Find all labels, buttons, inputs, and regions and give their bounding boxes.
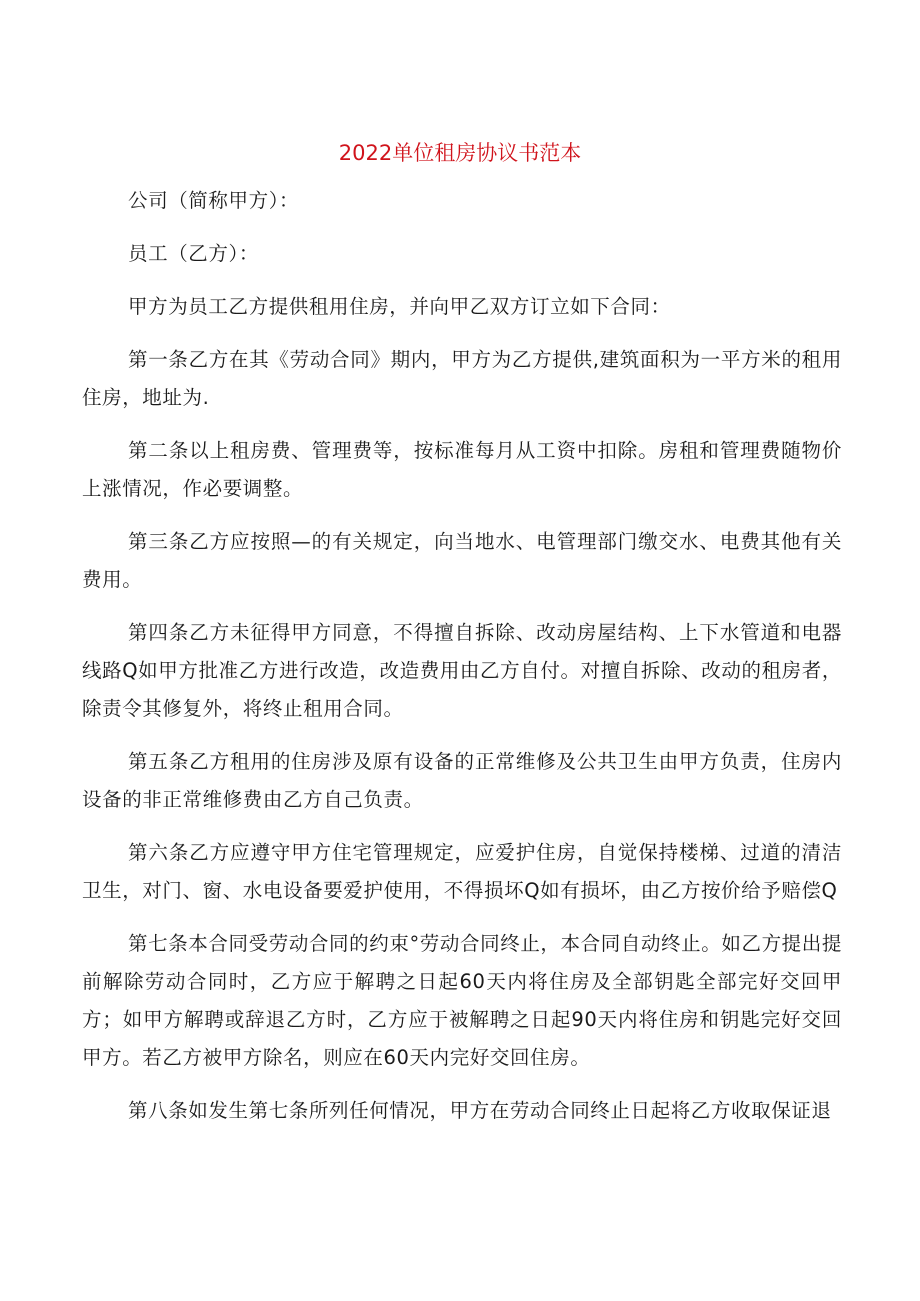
paragraph-article-1: 第一条乙方在其《劳动合同》期内，甲方为乙方提供,建筑面积为一平方米的租用住房，地址为. (82, 348, 842, 409)
paragraph-article-8: 第八条如发生第七条所列任何情况，甲方在劳动合同终止日起将乙方收取保证退 (128, 1099, 832, 1122)
paragraph-article-2: 第二条以上租房费、管理费等，按标准每月从工资中扣除。房租和管理费随物价上涨情况，作必要调整。 (82, 439, 842, 500)
paragraph-article-5: 第五条乙方租用的住房涉及原有设备的正常维修及公共卫生由甲方负责，住房内设备的非正常维修费由乙方自己负责。 (82, 750, 842, 811)
paragraph-party-b: 员工（乙方）： (128, 242, 259, 265)
paragraph-article-6: 第六条乙方应遵守甲方住宅管理规定，应爱护住房，自觉保持楼梯、过道的清洁卫生，对门、窗、水电设备要爱护使用，不得损坏Q如有损坏，由乙方按价给予赔偿Q (82, 841, 842, 902)
paragraph-article-3: 第三条乙方应按照—的有关规定，向当地水、电管理部门缴交水、电费其他有关费用。 (82, 530, 842, 591)
document-body (82, 182, 842, 1145)
paragraph-party-a: 公司（简称甲方）： (128, 189, 300, 212)
paragraph-article-4: 第四条乙方未征得甲方同意，不得擅自拆除、改动房屋结构、上下水管道和电器线路Q如甲方批准乙方进行改造，改造费用由乙方自付。对擅自拆除、改动的租房者，除责令其修复外，将终止租用合同。 (82, 621, 842, 720)
document-title: 2022单位租房协议书范本 (338, 141, 582, 165)
paragraph-preamble: 甲方为员工乙方提供租用住房，并向甲乙双方订立如下合同： (128, 295, 671, 318)
paragraph-article-7: 第七条本合同受劳动合同的约束°劳动合同终止，本合同自动终止。如乙方提出提前解除劳动合同时，乙方应于解聘之日起60天内将住房及全部钥匙全部完好交回甲方；如甲方解聘或辞退乙方时，乙方应于被解聘之日起90天内将住房和钥匙完好交回甲方。若乙方被甲方除名，则应在60天内完好交回住房。 (82, 932, 842, 1069)
